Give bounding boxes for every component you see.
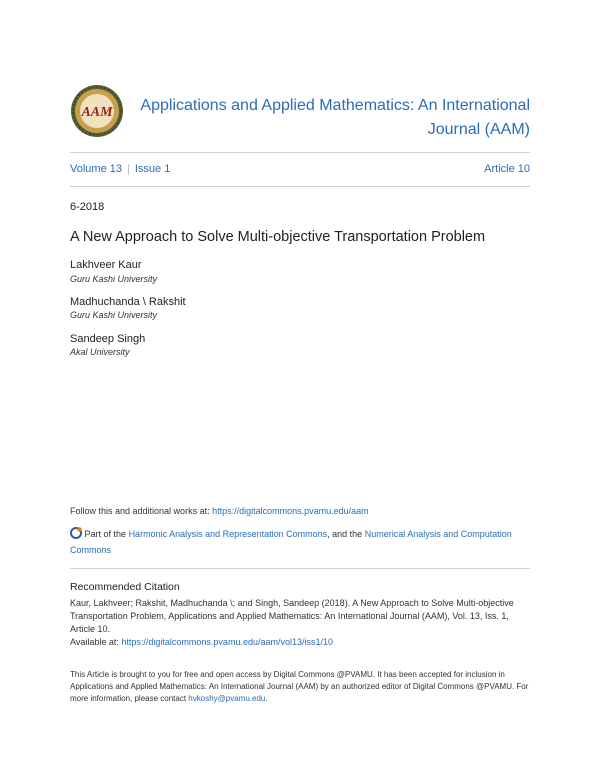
- volume-link[interactable]: Volume 13: [70, 163, 122, 175]
- citation-heading: Recommended Citation: [70, 581, 180, 593]
- bottom-divider: [70, 186, 530, 187]
- numerical-analysis-commons-link[interactable]: Numerical Analysis and Computation Commons: [70, 529, 512, 555]
- harmonic-analysis-commons-link[interactable]: Harmonic Analysis and Representation Commons: [128, 529, 328, 539]
- author-name: Madhuchanda \ Rakshit: [70, 296, 186, 308]
- part-of-block: [70, 526, 530, 558]
- author-name: Sandeep Singh: [70, 333, 146, 345]
- commons-network-icon: [70, 527, 82, 539]
- footer-text: This Article is brought to you for free and open access by Digital Commons @PVAMU. It has been accepted for inclusion in Applications and Applied Mathematics: An International Journal (AAM) by an authorized editor of Digital Commons @PVAMU. For more information, please contact: [70, 670, 529, 703]
- citation-divider: [70, 568, 530, 569]
- follow-line: [70, 506, 369, 516]
- journal-title[interactable]: [132, 94, 530, 142]
- issue-link[interactable]: Issue 1: [134, 163, 171, 175]
- journal-title-line2[interactable]: Journal (AAM): [427, 121, 530, 138]
- access-footer: [70, 669, 530, 705]
- article-link[interactable]: Article 10: [484, 163, 530, 175]
- available-prefix: Available at:: [70, 637, 119, 647]
- publication-date: 6-2018: [70, 201, 105, 213]
- journal-title-line1[interactable]: Applications and Applied Mathematics: An International: [140, 97, 530, 114]
- follow-link[interactable]: https://digitalcommons.pvamu.edu/aam: [212, 506, 369, 516]
- separator: |: [126, 163, 130, 175]
- footer-end: .: [265, 694, 268, 703]
- author-affiliation: Akal University: [70, 347, 130, 357]
- contact-email-link[interactable]: hvkoshy@pvamu.edu: [188, 694, 266, 703]
- author-affiliation: Guru Kashi University: [70, 274, 158, 284]
- top-divider: [70, 152, 530, 153]
- part-of-middle: , and the: [327, 529, 363, 539]
- available-link[interactable]: https://digitalcommons.pvamu.edu/aam/vol13/iss1/10: [121, 637, 334, 647]
- follow-prefix: Follow this and additional works at:: [70, 506, 210, 516]
- volume-issue-row: [70, 163, 530, 177]
- author-affiliation: Guru Kashi University: [70, 310, 158, 320]
- journal-logo[interactable]: [70, 84, 124, 138]
- citation-text: Kaur, Lakhveer; Rakshit, Madhuchanda \; and Singh, Sandeep (2018). A New Approach to Solve Multi-objective Transportation Problem, Applications and Applied Mathematics: An International Journal (AAM), Vol. 13, Iss. 1, Article 10.: [70, 598, 514, 634]
- svg-text:AAM: AAM: [81, 105, 113, 120]
- citation-body: [70, 597, 530, 649]
- paper-title: A New Approach to Solve Multi-objective Transportation Problem: [70, 229, 486, 245]
- author-name: Lakhveer Kaur: [70, 259, 142, 271]
- part-of-prefix: Part of the: [84, 529, 127, 539]
